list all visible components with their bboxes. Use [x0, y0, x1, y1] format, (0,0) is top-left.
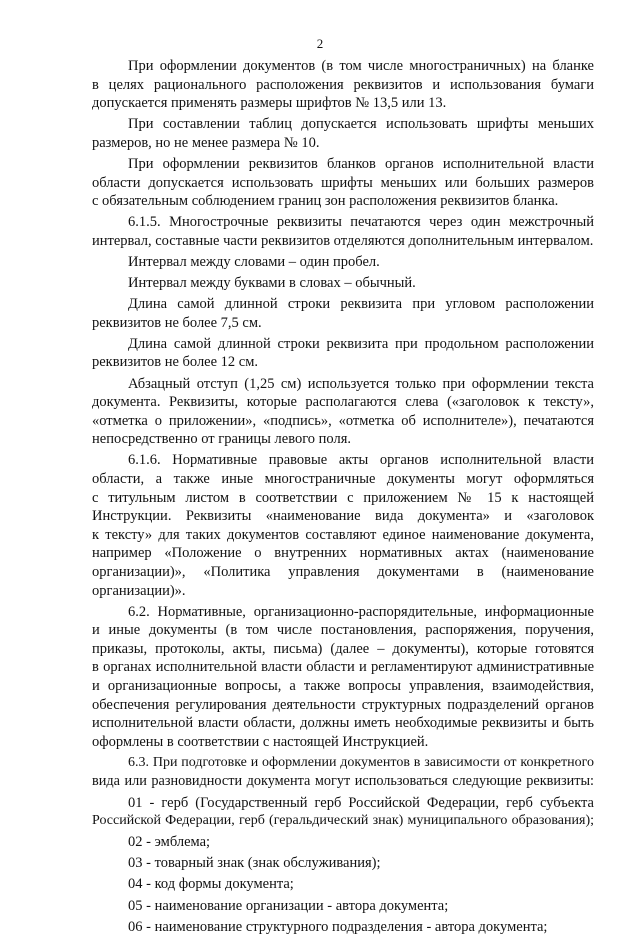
text-line: вида или разновидности документа могут использоваться следующие реквизиты:	[92, 773, 594, 790]
text-line: например «Положение о внутренних нормативных актах (наименование	[92, 545, 594, 562]
text-line: 01 - герб (Государственный герб Российской Федерации, герб субъекта	[128, 794, 594, 811]
text-line: 6.1.6. Нормативные правовые акты органов исполнительной власти	[128, 452, 594, 469]
text-line: 05 - наименование организации - автора документа;	[128, 897, 449, 914]
text-line: и организационные вопросы, а также вопросы управления, взаимодействия,	[92, 678, 594, 694]
text-line: Длина самой длинной строки реквизита при угловом расположении	[128, 296, 594, 313]
text-line: 6.2. Нормативные, организационно-распорядительные, информационные	[128, 603, 594, 620]
text-line: в целях рационального расположения реквизитов и использования бумаги	[92, 76, 594, 93]
page-number: 2	[316, 36, 324, 51]
text-line: 6.3. При подготовке и оформлении документов в зависимости от конкретного	[128, 754, 594, 770]
text-line: 03 - товарный знак (знак обслуживания);	[128, 855, 381, 872]
text-line: и иные документы (в том числе постановления, распоряжения, поручения,	[92, 622, 594, 639]
text-line: 02 - эмблема;	[128, 834, 211, 851]
text-line: 04 - код формы документа;	[128, 876, 294, 893]
text-line: организации)», «Политика управления документами в (наименование	[92, 563, 594, 580]
text-line: реквизитов не более 12 см.	[92, 354, 259, 371]
text-line: Российской Федерации, герб (геральдический знак) муниципального образования);	[92, 813, 594, 829]
text-line: исполнительной власти области, должны иметь необходимые реквизиты и быть	[92, 715, 594, 732]
text-line: интервал, составные части реквизитов отделяются дополнительным интервалом.	[92, 232, 594, 249]
text-line: Интервал между буквами в словах – обычный.	[128, 275, 416, 292]
text-line: При оформлении документов (в том числе многостраничных) на бланке	[128, 58, 594, 74]
text-line: обеспечения регулирования деятельности структурных подразделений органов	[92, 696, 594, 713]
text-line: Абзацный отступ (1,25 см) используется только при оформлении текста	[128, 375, 594, 392]
text-line: приказы, протоколы, акты, письма) (далее – документы), которые готовятся	[92, 640, 594, 657]
document-body	[92, 57, 594, 936]
text-line: с обязательным соблюдением границ зон расположения реквизитов бланка.	[92, 193, 559, 210]
text-line: оформлены в соответствии с настоящей Инструкцией.	[92, 733, 429, 750]
text-line: реквизитов не более 7,5 см.	[92, 314, 262, 331]
text-line: Интервал между словами – один пробел.	[128, 253, 380, 270]
text-line: к тексту» для таких документов составляют единое наименование документа,	[92, 526, 594, 543]
text-line: 06 - наименование структурного подразделения - автора документа;	[128, 918, 548, 935]
text-line: «отметка о приложении», «подпись», «отметка об исполнителе»), печатаются	[92, 412, 594, 429]
text-line: документа. Реквизиты, которые располагаются слева («заголовок к тексту»,	[92, 394, 594, 411]
text-line: Инструкции. Реквизиты «наименование вида документа» и «заголовок	[92, 508, 594, 525]
text-line: При составлении таблиц допускается использовать шрифты меньших	[128, 116, 594, 133]
text-line: организации)».	[92, 582, 186, 599]
text-line: области допускается использовать шрифты меньших или больших размеров	[92, 174, 594, 191]
text-line: с титульным листом в соответствии с приложением № 15 к настоящей	[92, 489, 594, 506]
text-line: 6.1.5. Многострочные реквизиты печатаются через один межстрочный	[128, 214, 594, 231]
text-line: допускается применять размеры шрифтов № 13,5 или 13.	[92, 95, 447, 112]
text-line: Длина самой длинной строки реквизита при продольном расположении	[128, 335, 594, 352]
text-line: в органах исполнительной власти области и регламентируют административные	[92, 659, 594, 676]
text-line: непосредственно от границы левого поля.	[92, 431, 352, 448]
text-line: размеров, но не менее размера № 10.	[92, 134, 320, 151]
text-line: При оформлении реквизитов бланков органов исполнительной власти	[128, 155, 594, 172]
text-line: области, а также иные многостраничные документы могут оформляться	[92, 470, 594, 487]
